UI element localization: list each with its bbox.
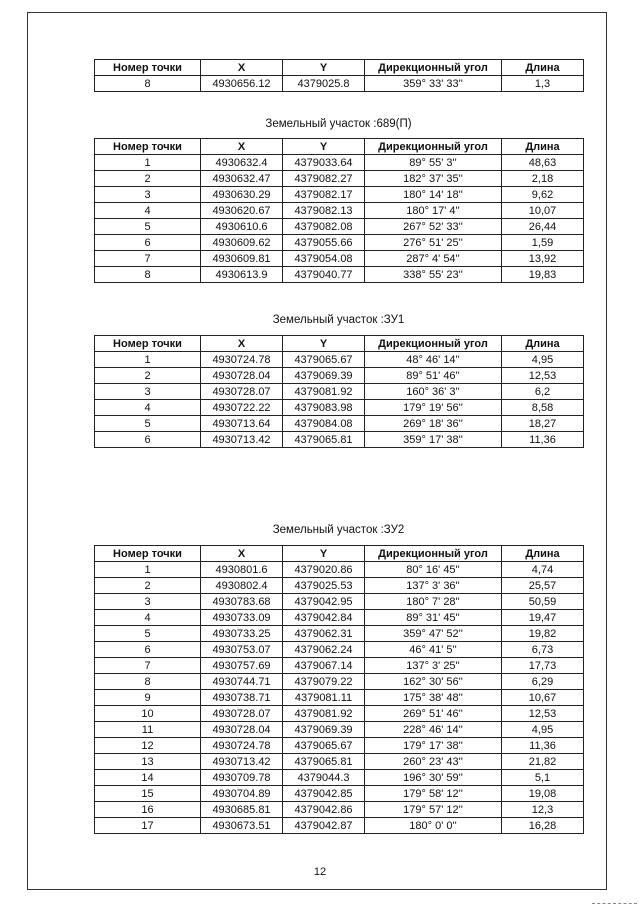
y-coord-cell: 4379025.53 <box>283 578 365 594</box>
point-number-cell: 3 <box>95 594 201 610</box>
bearing-cell: 179° 57' 12'' <box>365 802 502 818</box>
table-row <box>95 770 584 786</box>
point-number-cell: 8 <box>95 76 201 92</box>
y-coord-cell: 4379042.95 <box>283 594 365 610</box>
x-coord-cell: 4930609.81 <box>201 251 283 267</box>
point-number-cell: 1 <box>95 352 201 368</box>
bearing-cell: 89° 31' 45'' <box>365 610 502 626</box>
y-coord-cell: 4379081.11 <box>283 690 365 706</box>
table-row <box>95 690 584 706</box>
x-coord-cell: 4930733.25 <box>201 626 283 642</box>
table-header-row <box>95 546 584 562</box>
header-bearing: Дирекционный угол <box>365 546 502 562</box>
table-row <box>95 203 584 219</box>
x-coord-cell: 4930673.51 <box>201 818 283 834</box>
bearing-cell: 359° 33' 33'' <box>365 76 502 92</box>
point-number-cell: 9 <box>95 690 201 706</box>
table-header-row <box>95 336 584 352</box>
x-coord-cell: 4930724.78 <box>201 738 283 754</box>
y-coord-cell: 4379081.92 <box>283 706 365 722</box>
header-y: Y <box>283 139 365 155</box>
length-cell: 1,3 <box>502 76 584 92</box>
point-number-cell: 13 <box>95 754 201 770</box>
length-cell: 48,63 <box>502 155 584 171</box>
point-number-cell: 11 <box>95 722 201 738</box>
bearing-cell: 359° 47' 52'' <box>365 626 502 642</box>
bearing-cell: 276° 51' 25'' <box>365 235 502 251</box>
y-coord-cell: 4379084.08 <box>283 416 365 432</box>
table-row <box>95 754 584 770</box>
y-coord-cell: 4379055.66 <box>283 235 365 251</box>
table-row <box>95 219 584 235</box>
y-coord-cell: 4379065.81 <box>283 432 365 448</box>
table-row <box>95 171 584 187</box>
bearing-cell: 180° 17' 4'' <box>365 203 502 219</box>
length-cell: 8,58 <box>502 400 584 416</box>
point-number-cell: 4 <box>95 610 201 626</box>
x-coord-cell: 4930630.29 <box>201 187 283 203</box>
bearing-cell: 180° 0' 0'' <box>365 818 502 834</box>
table-row <box>95 384 584 400</box>
header-bearing: Дирекционный угол <box>365 60 502 76</box>
length-cell: 10,67 <box>502 690 584 706</box>
length-cell: 16,28 <box>502 818 584 834</box>
bearing-cell: 179° 58' 12'' <box>365 786 502 802</box>
x-coord-cell: 4930733.09 <box>201 610 283 626</box>
x-coord-cell: 4930738.71 <box>201 690 283 706</box>
length-cell: 19,83 <box>502 267 584 283</box>
point-number-cell: 3 <box>95 384 201 400</box>
length-cell: 50,59 <box>502 594 584 610</box>
table-row <box>95 658 584 674</box>
table-row <box>95 76 584 92</box>
x-coord-cell: 4930802.4 <box>201 578 283 594</box>
point-number-cell: 6 <box>95 432 201 448</box>
point-number-cell: 8 <box>95 674 201 690</box>
point-number-cell: 5 <box>95 626 201 642</box>
bearing-cell: 180° 14' 18'' <box>365 187 502 203</box>
section-caption-zu2: Земельный участок :ЗУ2 <box>272 524 405 536</box>
y-coord-cell: 4379025.8 <box>283 76 365 92</box>
page-number: 12 <box>313 866 327 878</box>
x-coord-cell: 4930783.68 <box>201 594 283 610</box>
length-cell: 6,73 <box>502 642 584 658</box>
y-coord-cell: 4379062.24 <box>283 642 365 658</box>
table-row <box>95 642 584 658</box>
section-caption-zu1: Земельный участок :ЗУ1 <box>272 314 405 326</box>
y-coord-cell: 4379044.3 <box>283 770 365 786</box>
header-y: Y <box>283 336 365 352</box>
header-x: X <box>201 139 283 155</box>
y-coord-cell: 4379062.31 <box>283 626 365 642</box>
bearing-cell: 180° 7' 28'' <box>365 594 502 610</box>
x-coord-cell: 4930709.78 <box>201 770 283 786</box>
x-coord-cell: 4930632.47 <box>201 171 283 187</box>
y-coord-cell: 4379054.08 <box>283 251 365 267</box>
bearing-cell: 267° 52' 33'' <box>365 219 502 235</box>
point-number-cell: 3 <box>95 187 201 203</box>
bearing-cell: 179° 19' 56'' <box>365 400 502 416</box>
x-coord-cell: 4930728.07 <box>201 384 283 400</box>
bearing-cell: 137° 3' 36'' <box>365 578 502 594</box>
header-bearing: Дирекционный угол <box>365 336 502 352</box>
point-number-cell: 4 <box>95 400 201 416</box>
table-row <box>95 674 584 690</box>
table-header-row <box>95 60 584 76</box>
y-coord-cell: 4379082.17 <box>283 187 365 203</box>
header-y: Y <box>283 546 365 562</box>
x-coord-cell: 4930753.07 <box>201 642 283 658</box>
bearing-cell: 175° 38' 48'' <box>365 690 502 706</box>
header-point-number: Номер точки <box>95 546 201 562</box>
bearing-cell: 179° 17' 38'' <box>365 738 502 754</box>
coords-table-zu1 <box>94 335 584 448</box>
point-number-cell: 17 <box>95 818 201 834</box>
x-coord-cell: 4930722.22 <box>201 400 283 416</box>
table-row <box>95 235 584 251</box>
point-number-cell: 14 <box>95 770 201 786</box>
y-coord-cell: 4379065.67 <box>283 738 365 754</box>
y-coord-cell: 4379020.86 <box>283 562 365 578</box>
point-number-cell: 10 <box>95 706 201 722</box>
length-cell: 9,62 <box>502 187 584 203</box>
point-number-cell: 1 <box>95 562 201 578</box>
x-coord-cell: 4930620.67 <box>201 203 283 219</box>
y-coord-cell: 4379082.27 <box>283 171 365 187</box>
x-coord-cell: 4930801.6 <box>201 562 283 578</box>
y-coord-cell: 4379069.39 <box>283 722 365 738</box>
y-coord-cell: 4379083.98 <box>283 400 365 416</box>
table-row <box>95 626 584 642</box>
point-number-cell: 16 <box>95 802 201 818</box>
table-row <box>95 432 584 448</box>
header-x: X <box>201 336 283 352</box>
x-coord-cell: 4930685.81 <box>201 802 283 818</box>
length-cell: 18,27 <box>502 416 584 432</box>
bearing-cell: 260° 23' 43'' <box>365 754 502 770</box>
header-x: X <box>201 546 283 562</box>
bearing-cell: 80° 16' 45'' <box>365 562 502 578</box>
x-coord-cell: 4930728.04 <box>201 368 283 384</box>
y-coord-cell: 4379082.13 <box>283 203 365 219</box>
point-number-cell: 12 <box>95 738 201 754</box>
x-coord-cell: 4930632.4 <box>201 155 283 171</box>
x-coord-cell: 4930713.42 <box>201 754 283 770</box>
bearing-cell: 46° 41' 5'' <box>365 642 502 658</box>
bearing-cell: 48° 46' 14'' <box>365 352 502 368</box>
length-cell: 11,36 <box>502 432 584 448</box>
x-coord-cell: 4930656.12 <box>201 76 283 92</box>
header-point-number: Номер точки <box>95 139 201 155</box>
header-length: Длина <box>502 139 584 155</box>
y-coord-cell: 4379033.64 <box>283 155 365 171</box>
x-coord-cell: 4930610.6 <box>201 219 283 235</box>
bearing-cell: 137° 3' 25'' <box>365 658 502 674</box>
point-number-cell: 5 <box>95 219 201 235</box>
x-coord-cell: 4930724.78 <box>201 352 283 368</box>
table-row <box>95 594 584 610</box>
table-row <box>95 578 584 594</box>
length-cell: 13,92 <box>502 251 584 267</box>
y-coord-cell: 4379082.08 <box>283 219 365 235</box>
y-coord-cell: 4379065.81 <box>283 754 365 770</box>
y-coord-cell: 4379040.77 <box>283 267 365 283</box>
y-coord-cell: 4379065.67 <box>283 352 365 368</box>
length-cell: 11,36 <box>502 738 584 754</box>
table-row <box>95 818 584 834</box>
table-row <box>95 416 584 432</box>
length-cell: 25,57 <box>502 578 584 594</box>
bearing-cell: 196° 30' 59'' <box>365 770 502 786</box>
bearing-cell: 269° 18' 36'' <box>365 416 502 432</box>
point-number-cell: 6 <box>95 235 201 251</box>
header-length: Длина <box>502 336 584 352</box>
length-cell: 19,08 <box>502 786 584 802</box>
point-number-cell: 6 <box>95 642 201 658</box>
x-coord-cell: 4930609.62 <box>201 235 283 251</box>
bearing-cell: 228° 46' 14'' <box>365 722 502 738</box>
x-coord-cell: 4930728.04 <box>201 722 283 738</box>
table-row <box>95 368 584 384</box>
y-coord-cell: 4379042.86 <box>283 802 365 818</box>
y-coord-cell: 4379069.39 <box>283 368 365 384</box>
point-number-cell: 8 <box>95 267 201 283</box>
point-number-cell: 4 <box>95 203 201 219</box>
bearing-cell: 162° 30' 56'' <box>365 674 502 690</box>
coords-table-zu2 <box>94 545 584 834</box>
length-cell: 4,95 <box>502 722 584 738</box>
length-cell: 1,59 <box>502 235 584 251</box>
y-coord-cell: 4379042.87 <box>283 818 365 834</box>
bearing-cell: 160° 36' 3'' <box>365 384 502 400</box>
header-length: Длина <box>502 546 584 562</box>
bearing-cell: 338° 55' 23'' <box>365 267 502 283</box>
y-coord-cell: 4379042.85 <box>283 786 365 802</box>
x-coord-cell: 4930713.64 <box>201 416 283 432</box>
y-coord-cell: 4379079.22 <box>283 674 365 690</box>
x-coord-cell: 4930728.07 <box>201 706 283 722</box>
bearing-cell: 89° 55' 3'' <box>365 155 502 171</box>
length-cell: 4,74 <box>502 562 584 578</box>
length-cell: 21,82 <box>502 754 584 770</box>
table-row <box>95 722 584 738</box>
point-number-cell: 5 <box>95 416 201 432</box>
table-row <box>95 352 584 368</box>
point-number-cell: 2 <box>95 368 201 384</box>
point-number-cell: 15 <box>95 786 201 802</box>
bearing-cell: 269° 51' 46'' <box>365 706 502 722</box>
length-cell: 10,07 <box>502 203 584 219</box>
x-coord-cell: 4930613.9 <box>201 267 283 283</box>
header-point-number: Номер точки <box>95 336 201 352</box>
section-caption-689: Земельный участок :689(П) <box>265 118 412 130</box>
table-row <box>95 400 584 416</box>
table-row <box>95 610 584 626</box>
length-cell: 17,73 <box>502 658 584 674</box>
length-cell: 12,53 <box>502 368 584 384</box>
bearing-cell: 182° 37' 35'' <box>365 171 502 187</box>
header-y: Y <box>283 60 365 76</box>
header-point-number: Номер точки <box>95 60 201 76</box>
y-coord-cell: 4379081.92 <box>283 384 365 400</box>
point-number-cell: 1 <box>95 155 201 171</box>
table-row <box>95 187 584 203</box>
table-row <box>95 155 584 171</box>
point-number-cell: 7 <box>95 251 201 267</box>
length-cell: 19,47 <box>502 610 584 626</box>
table-row <box>95 786 584 802</box>
header-bearing: Дирекционный угол <box>365 139 502 155</box>
length-cell: 12,3 <box>502 802 584 818</box>
table-row <box>95 706 584 722</box>
length-cell: 6,2 <box>502 384 584 400</box>
header-length: Длина <box>502 60 584 76</box>
table-row <box>95 267 584 283</box>
length-cell: 4,95 <box>502 352 584 368</box>
table-row <box>95 251 584 267</box>
table-row <box>95 802 584 818</box>
x-coord-cell: 4930704.89 <box>201 786 283 802</box>
x-coord-cell: 4930713.42 <box>201 432 283 448</box>
table-header-row <box>95 139 584 155</box>
length-cell: 12,53 <box>502 706 584 722</box>
y-coord-cell: 4379067.14 <box>283 658 365 674</box>
point-number-cell: 2 <box>95 578 201 594</box>
bearing-cell: 89° 51' 46'' <box>365 368 502 384</box>
table-row <box>95 562 584 578</box>
length-cell: 2,18 <box>502 171 584 187</box>
length-cell: 6,29 <box>502 674 584 690</box>
x-coord-cell: 4930757.69 <box>201 658 283 674</box>
coords-table-689 <box>94 138 584 283</box>
bearing-cell: 359° 17' 38'' <box>365 432 502 448</box>
x-coord-cell: 4930744.71 <box>201 674 283 690</box>
table-row <box>95 738 584 754</box>
length-cell: 26,44 <box>502 219 584 235</box>
point-number-cell: 2 <box>95 171 201 187</box>
length-cell: 5,1 <box>502 770 584 786</box>
y-coord-cell: 4379042.84 <box>283 610 365 626</box>
header-x: X <box>201 60 283 76</box>
point-number-cell: 7 <box>95 658 201 674</box>
coords-table-continuation <box>94 59 584 92</box>
length-cell: 19,82 <box>502 626 584 642</box>
bearing-cell: 287° 4' 54'' <box>365 251 502 267</box>
